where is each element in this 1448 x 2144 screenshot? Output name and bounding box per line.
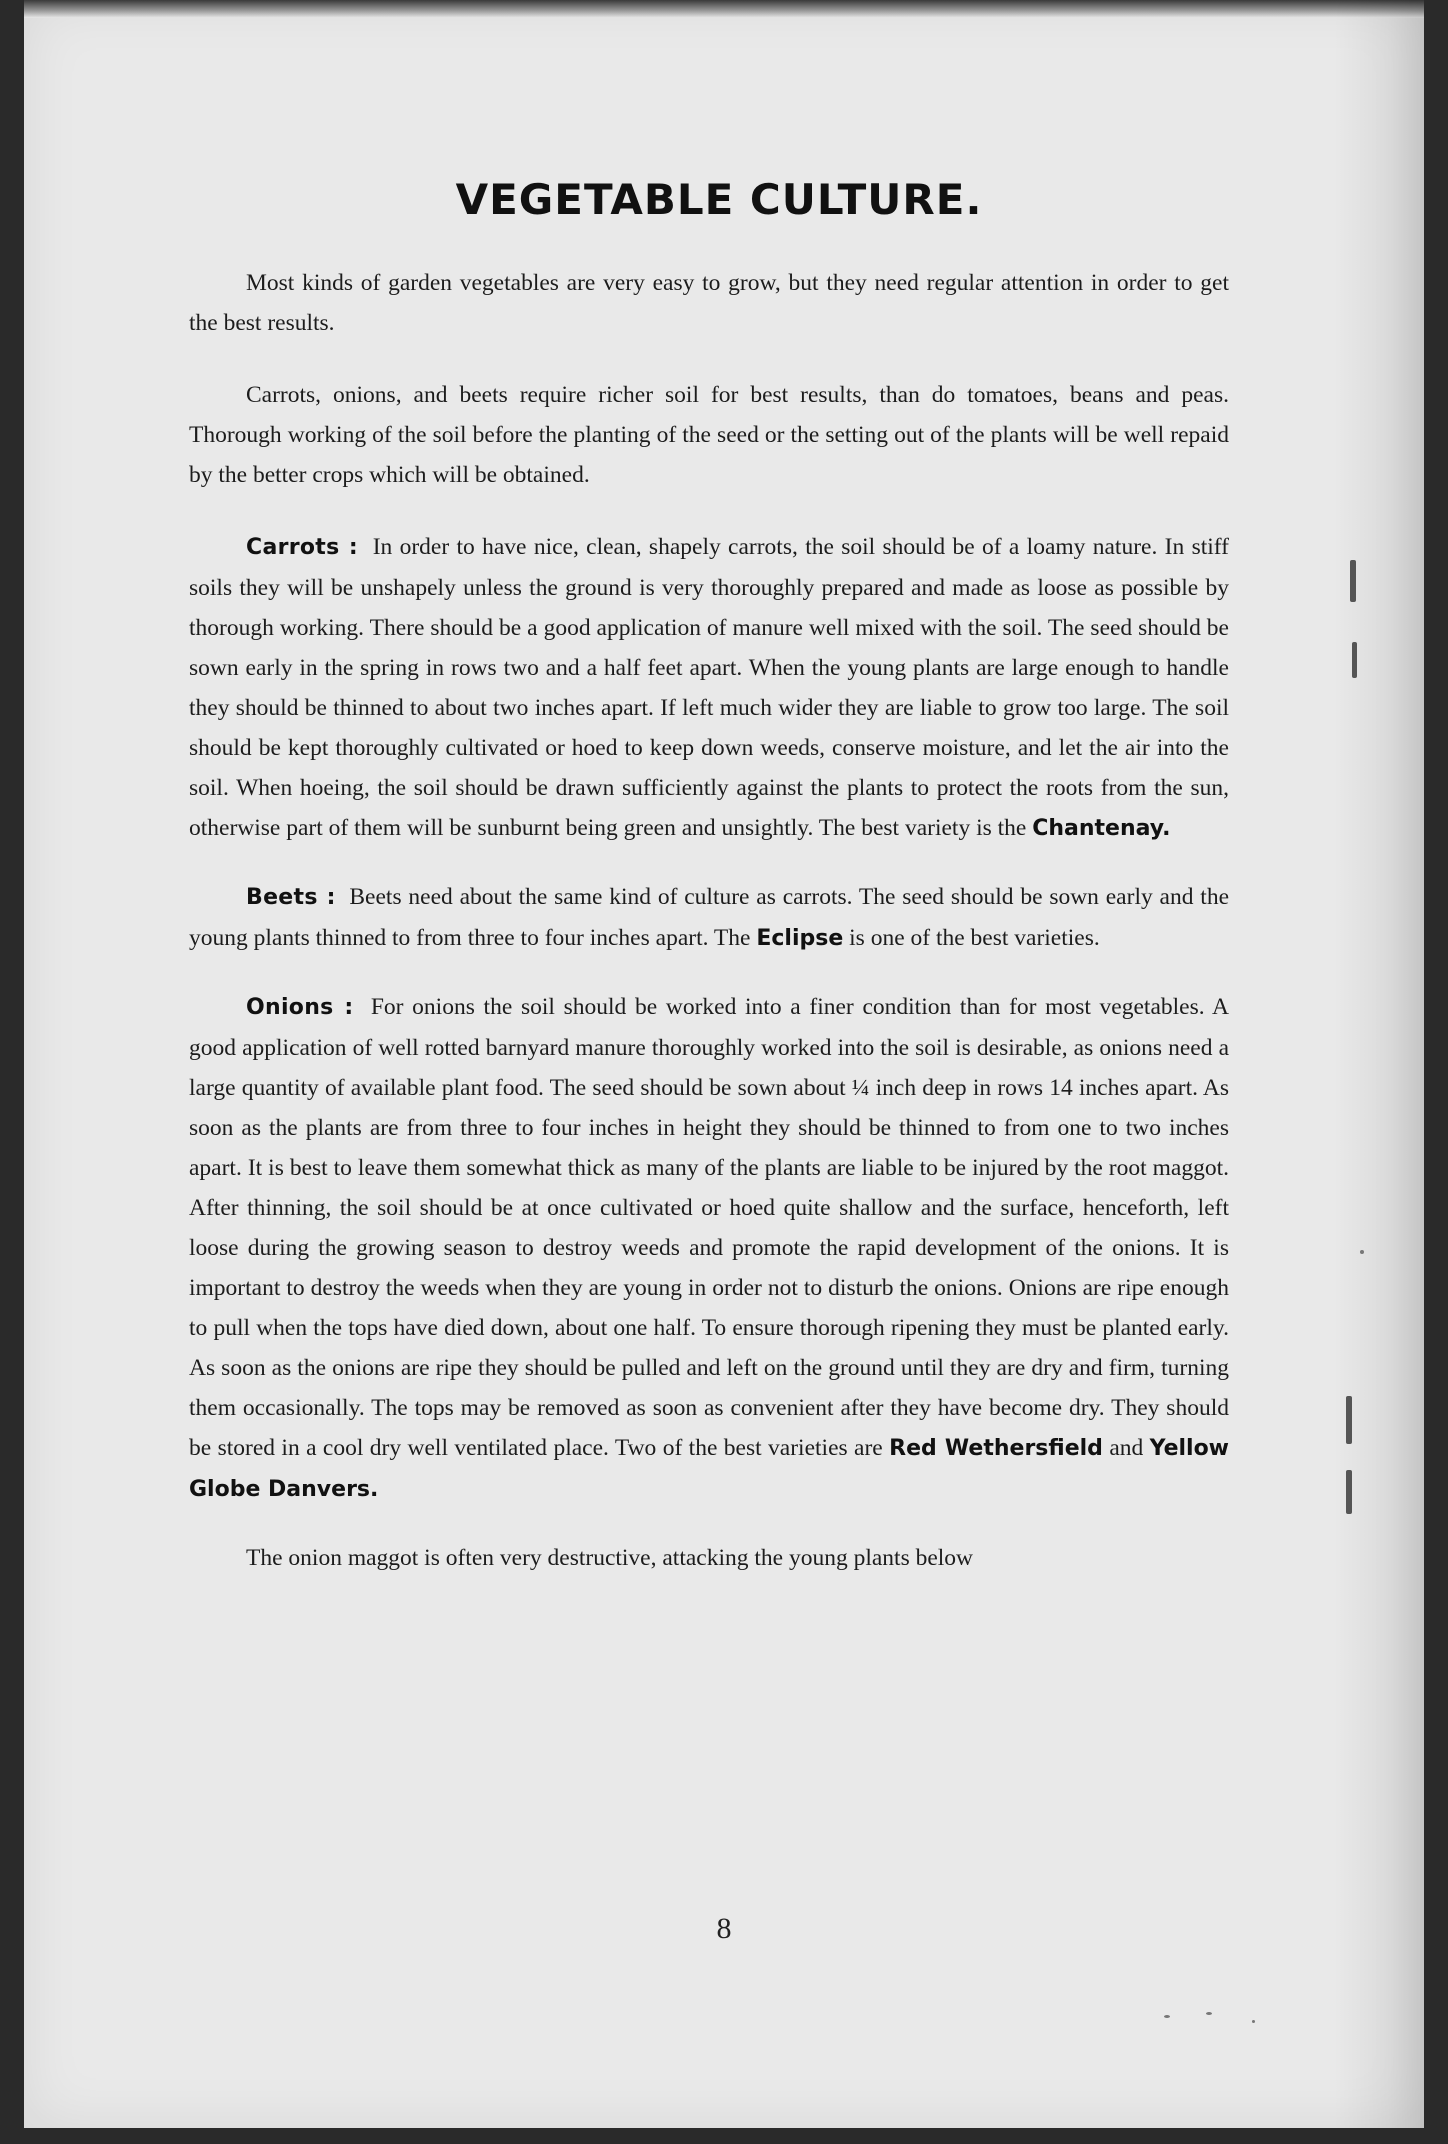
beets-heading: Beets : [246,885,336,910]
margin-mark-1 [1350,560,1356,602]
onions-joiner: and [1109,1435,1144,1461]
page-content [189,175,1229,1606]
onions-section [189,987,1229,1510]
scan-top-edge [24,0,1424,18]
document-page [24,0,1424,2128]
intro-paragraph: Most kinds of garden vegetables are very easy to grow, but they need regular attention in order to get the best results. [189,270,1229,336]
onions-variety-1: Red Wethersfield [889,1436,1103,1461]
carrots-heading: Carrots : [246,535,359,560]
beets-text-before: Beets need about the same kind of culture as carrots. The seed should be sown early and the young plants thinned to from three to four inches apart. The [189,884,1229,951]
beets-variety: Eclipse [756,926,844,951]
scan-binding-shadow [1334,0,1424,2128]
margin-mark-4 [1346,1470,1352,1514]
onions-text: For onions the soil should be worked into a finer condition than for most vegetables. A good application of well rotted barnyard manure thoroughly worked into the soil is desirable, as onions need a large quantity of available plant food. The seed should be sown about ¼ inch deep in rows 14 inches apart. As soon as the plants are from three to four inches in height they should be thinned to from one to two inches apart. It is best to leave them somewhat thick as many of the plants are liable to be injured by the root maggot. After thinning, the soil should be at once cultivated or hoed quite shallow and the surface, henceforth, left loose during the growing season to destroy weeds and promote the rapid development of the onions. It is important to destroy the weeds when they are young in order not to disturb the onions. Onions are ripe enough to pull when the tops have died down, about one half. To ensure thorough ripening they must be planted early. As soon as the onions are ripe they should be pulled and left on the ground until they are dry and firm, turning them occasionally. The tops may be removed as soon as convenient after they have become dry. They should be stored in a cool dry well ventilated place. Two of the best varieties are [189,994,1229,1461]
beets-section [189,877,1229,959]
scan-speck [1252,2020,1255,2023]
onions-heading: Onions : [246,995,354,1020]
soil-paragraph: Carrots, onions, and beets require richer soil for best results, than do tomatoes, beans and peas. Thorough working of the soil before the planting of the seed or the setting out of the plants will be well repaid by the better crops which will be obtained. [189,382,1229,488]
scan-speck [1360,1250,1364,1254]
page-title: VEGETABLE CULTURE. [455,175,983,224]
scan-speck [1164,2015,1170,2018]
margin-mark-2 [1352,642,1357,678]
scan-speck [1206,2012,1212,2015]
page-number: 8 [716,1912,732,1945]
carrots-text: In order to have nice, clean, shapely carrots, the soil should be of a loamy nature. In stiff soils they will be unshapely unless the ground is very thoroughly prepared and made as loose as possible by thorough working. There should be a good application of manure well mixed with the soil. The seed should be sown early in the spring in rows two and a half feet apart. When the young plants are large enough to handle they should be thinned to about two inches apart. If left much wider they are liable to grow too large. The soil should be kept thoroughly cultivated or hoed to keep down weeds, conserve moisture, and let the air into the soil. When hoeing, the soil should be drawn sufficiently against the plants to protect the roots from the sun, otherwise part of them will be sunburnt being green and unsightly. The best variety is the [189,534,1230,841]
margin-mark-3 [1346,1396,1352,1444]
carrots-section [189,527,1229,849]
beets-text-after: is one of the best varieties. [849,925,1100,951]
onions-variety-2: Yellow Globe Danvers. [189,1436,1230,1502]
maggot-paragraph: The onion maggot is often very destructive, attacking the young plants below [246,1545,974,1571]
carrots-variety: Chantenay. [1032,816,1171,841]
